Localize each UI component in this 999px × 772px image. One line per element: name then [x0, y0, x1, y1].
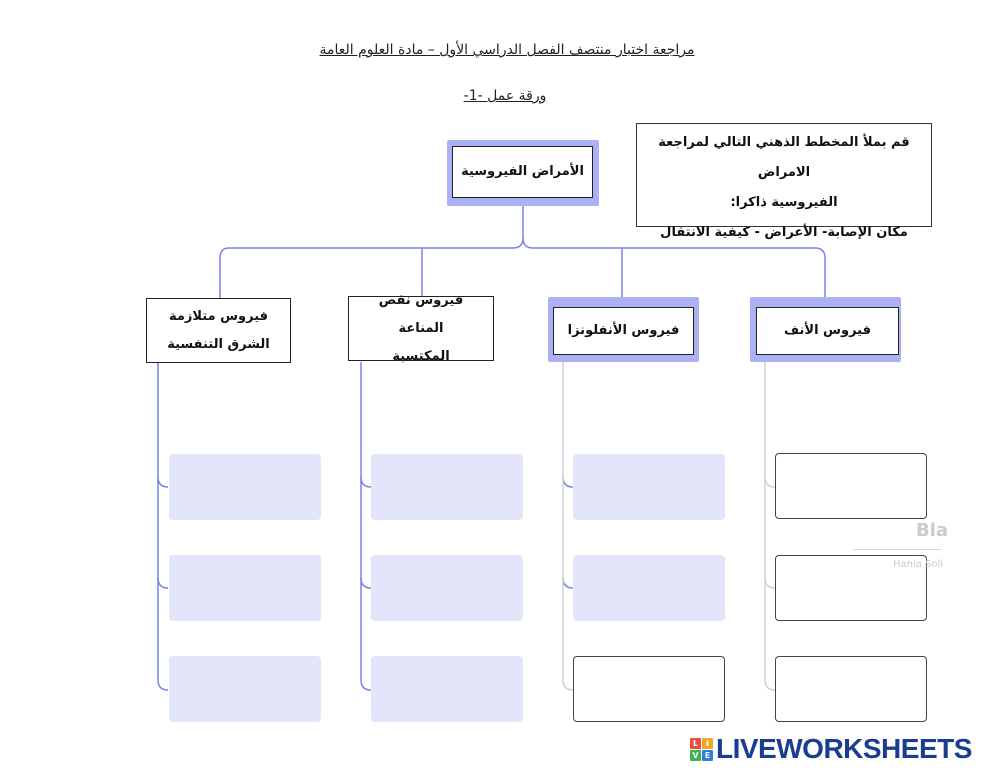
trunk-rhino-tick-2	[765, 578, 775, 588]
trunk-rhino-tick-1	[765, 477, 775, 487]
answer-box-rhino-1[interactable]	[775, 453, 927, 519]
trunk-aids-tick-1	[361, 477, 371, 487]
trunk-flu-tick-1	[563, 477, 573, 487]
branch-node-mers	[146, 298, 291, 363]
logo-letter: L	[690, 738, 701, 749]
answer-box-flu-2[interactable]	[573, 555, 725, 621]
branch-node-flu	[553, 307, 694, 355]
liveworksheets-logo-icon	[690, 738, 713, 761]
answer-box-aids-3[interactable]	[371, 656, 523, 722]
answer-box-flu-1[interactable]	[573, 454, 725, 520]
instructions-line-2: الفيروسية ذاكرا:	[730, 195, 838, 210]
answer-box-mers-2[interactable]	[169, 555, 321, 621]
trunk-aids	[361, 362, 371, 690]
trunk-flu	[563, 362, 573, 690]
branch-label-line1: فيروس متلازمة	[168, 308, 269, 324]
branch-label-line2: الشرق التنفسية	[167, 336, 270, 352]
watermark-text: Bla	[916, 520, 949, 541]
answer-box-aids-1[interactable]	[371, 454, 523, 520]
trunk-flu-tick-2	[563, 578, 573, 588]
trunk-mers	[158, 362, 168, 690]
logo-letter: I	[702, 738, 713, 749]
branch-label-line1: فيروس نقص المناعة	[378, 292, 464, 336]
branch-label-line1: فيروس الأنف	[784, 323, 871, 338]
trunk-mers-tick-1	[158, 477, 168, 487]
branch-label-line1: فيروس الأنفلونزا	[567, 323, 680, 338]
answer-box-aids-2[interactable]	[371, 555, 523, 621]
answer-box-mers-1[interactable]	[169, 454, 321, 520]
instructions-line-3: مكان الإصابة- الأعراض - كيفية الانتقال	[660, 225, 908, 240]
worksheet-subtitle: ورقة عمل -1-	[463, 88, 547, 104]
trunk-aids-tick-2	[361, 578, 371, 588]
liveworksheets-brand[interactable]	[690, 733, 972, 765]
watermark-subtext: Hania Soli	[893, 559, 944, 570]
answer-box-rhino-3[interactable]	[775, 656, 927, 722]
instructions-line-1: قم بملأ المخطط الذهني التالي لمراجعة الامراض	[658, 135, 910, 180]
watermark-divider	[853, 549, 941, 550]
root-node	[452, 146, 593, 198]
logo-letter: E	[702, 750, 713, 761]
branch-label-line2: المكتسبة	[392, 348, 450, 364]
answer-box-mers-3[interactable]	[169, 656, 321, 722]
logo-letter: V	[690, 750, 701, 761]
branch-node-rhino	[756, 307, 899, 355]
branch-node-aids	[348, 292, 494, 364]
worksheet-title: مراجعة اختبار منتصف الفصل الدراسي الأول – مادة العلوم العامة	[319, 42, 695, 58]
answer-box-flu-3[interactable]	[573, 656, 725, 722]
root-node-label: الأمراض الفيروسية	[461, 164, 584, 179]
trunk-mers-tick-2	[158, 578, 168, 588]
brand-name: LIVEWORKSHEETS	[716, 733, 972, 764]
trunk-rhino	[765, 362, 775, 690]
root-bus-right	[523, 238, 825, 300]
